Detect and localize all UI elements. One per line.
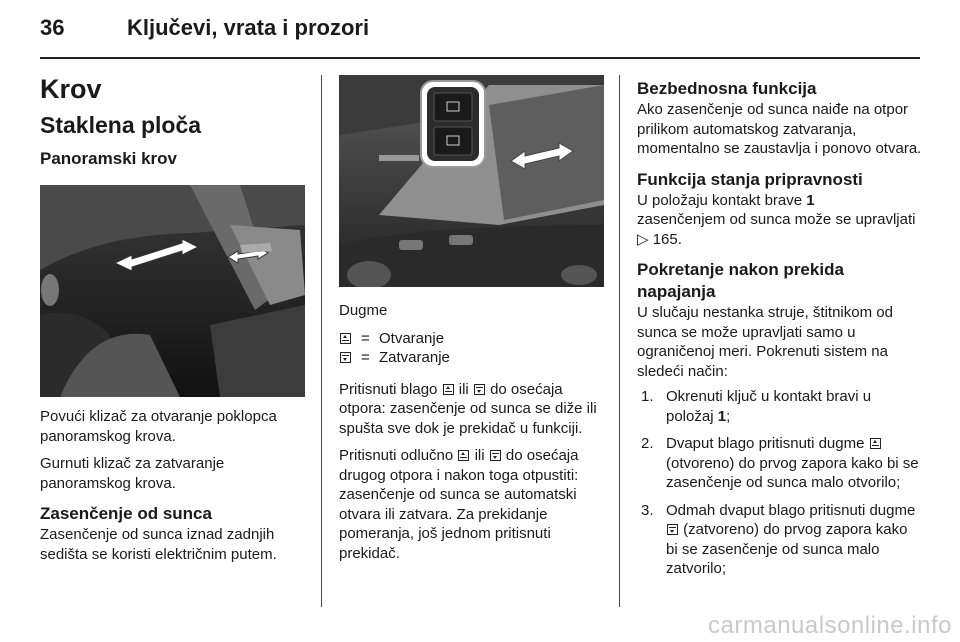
- subsection-title-standby: Funkcija stanja pripravnosti: [637, 169, 863, 189]
- legend-label-close: Zatvaranje: [379, 349, 450, 366]
- legend-row-open: [339, 329, 604, 349]
- page-title: Krov: [40, 74, 102, 104]
- step-number: 3.: [641, 501, 654, 519]
- list-item: [641, 434, 922, 493]
- ignition-position: 1: [806, 191, 815, 209]
- column-middle: [339, 75, 604, 563]
- section-title: Staklena ploča: [40, 112, 202, 138]
- text-fragment: (zatvoreno) do prvog zapora kako bi se zasenčenje od sunca malo zatvorilo;: [666, 521, 908, 577]
- column-divider-2: [619, 75, 620, 607]
- subsection-title-safety: Bezbednosna funkcija: [637, 79, 817, 98]
- sunshade-switch-illustration: [339, 75, 604, 287]
- legend-label-open: Otvaranje: [379, 329, 445, 347]
- legend-equals: =: [361, 349, 370, 366]
- column-divider-1: [321, 75, 322, 607]
- page-number: 36: [40, 15, 65, 40]
- step-number: 2.: [641, 435, 654, 452]
- paragraph-safety: Ako zasenčenje od sunca naiđe na otpor prilikom automatskog zatvaranja, momentalno se zaustavlja i ponovo otvara.: [637, 101, 922, 157]
- chapter-title: Ključevi, vrata i prozori: [127, 15, 370, 40]
- subsection-title-sunshade: Zasenčenje od sunca: [40, 504, 212, 523]
- text-fragment: Okrenuti ključ u kontakt bravi u položaj: [666, 388, 872, 425]
- text-fragment: do osećaja drugog otpora i nakon toga otpustiti: zasenčenje od sunca se automatski otvara ili zatvara. Za prekidanje pomeranja, još jednom pritisnuti prekidač.: [339, 447, 579, 562]
- restart-steps: [637, 387, 922, 579]
- page-reference-icon: ▷: [637, 230, 649, 248]
- text-fragment: Odmah dvaput blago pritisnuti dugme: [666, 501, 916, 519]
- text-fragment: U položaju kontakt brave: [637, 191, 803, 209]
- text-fragment: Dvaput blago pritisnuti dugme: [666, 435, 865, 452]
- watermark: carmanualsonline.info: [708, 612, 952, 639]
- paragraph-restart: U slučaju nestanka struje, štitnikom od sunca se može upravljati samo u ograničenoj meri. Pokrenuti sistem na sledeći način:: [637, 304, 893, 380]
- button-legend: [339, 329, 604, 368]
- sunshade-open-icon: [340, 333, 351, 344]
- sunshade-close-icon: [474, 384, 485, 395]
- text-fragment: Pritisnuti odlučno: [339, 447, 454, 464]
- text-fragment: zasenčenjem od sunca može se upravljati: [637, 211, 916, 228]
- paragraph-standby: [637, 191, 922, 250]
- subsection-title-panoramic-roof: Panoramski krov: [40, 149, 178, 168]
- text-fragment: Pritisnuti blago: [339, 380, 438, 398]
- column-left: [40, 72, 305, 564]
- sunshade-open-icon: [870, 438, 881, 449]
- text-fragment: ;: [726, 407, 731, 425]
- column-right: [637, 78, 922, 587]
- list-item: [641, 501, 922, 579]
- text-fragment: ili: [458, 380, 469, 398]
- ignition-position: 1: [717, 407, 727, 425]
- paragraph-open-roof: Povući klizač za otvaranje poklopca panoramskog krova.: [40, 408, 277, 445]
- paragraph-close-roof: Gurnuti klizač za zatvaranje panoramskog krova.: [40, 455, 225, 492]
- text-fragment: (otvoreno) do prvog zapora kako bi se zasenčenje od sunca malo otvorilo;: [666, 454, 919, 491]
- legend-row-close: [339, 348, 604, 368]
- caption-heading: Dugme: [339, 302, 388, 319]
- text-fragment: ili: [474, 447, 485, 464]
- sunshade-close-icon: [340, 352, 351, 363]
- header-divider: [40, 57, 920, 59]
- panoramic-roof-illustration: [40, 185, 305, 397]
- page-reference[interactable]: 165.: [652, 230, 682, 248]
- paragraph-press-lightly: [339, 380, 604, 439]
- sunshade-open-icon: [458, 450, 469, 461]
- text-fragment: do osećaja otpora: zasenčenje od sunca se diže ili spušta sve dok je prekidač u funkciji.: [339, 380, 597, 437]
- list-item: [641, 387, 922, 426]
- paragraph-sunshade: Zasenčenje od sunca iznad zadnjih sedišta se koristi električnim putem.: [40, 526, 277, 563]
- sunshade-close-icon: [667, 524, 678, 535]
- step-number: 1.: [641, 388, 654, 405]
- legend-equals: =: [361, 329, 370, 347]
- page-header: [40, 15, 920, 49]
- sunshade-open-icon: [443, 384, 454, 395]
- paragraph-press-firmly: [339, 446, 604, 563]
- sunshade-close-icon: [490, 450, 501, 461]
- subsection-title-restart: Pokretanje nakon prekida napajanja: [637, 260, 844, 301]
